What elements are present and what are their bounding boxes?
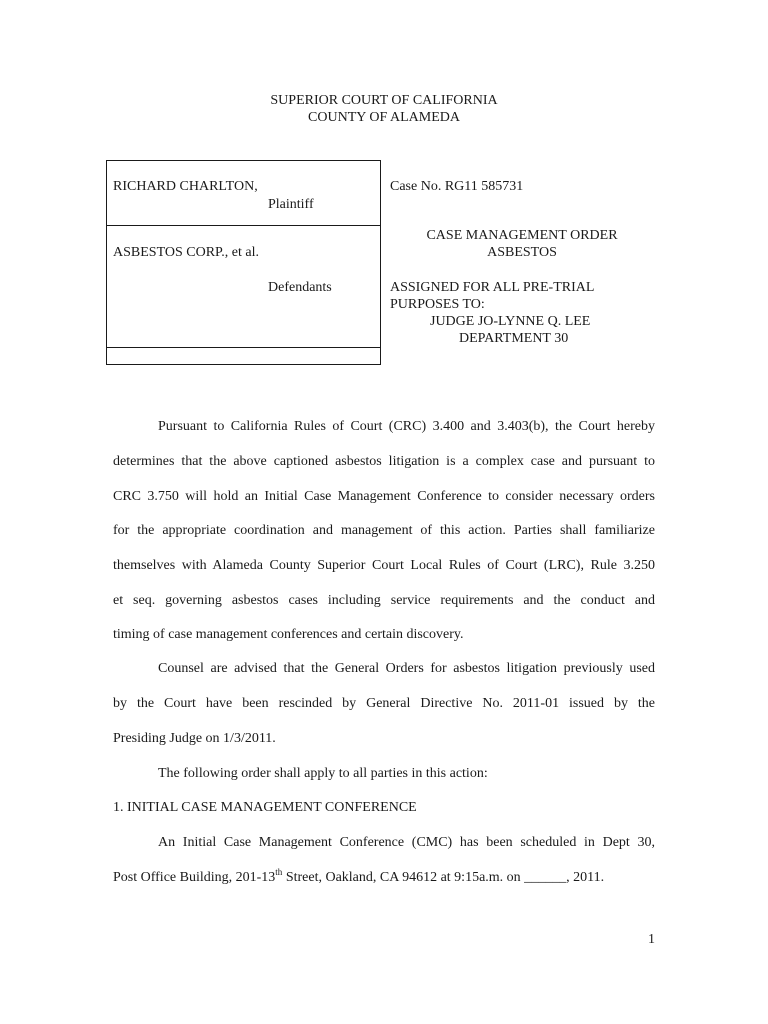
- order-title: CASE MANAGEMENT ORDER: [426, 228, 618, 243]
- county-name: COUNTY OF ALAMEDA: [308, 110, 460, 125]
- department: DEPARTMENT 30: [459, 331, 569, 346]
- plaintiff-name: RICHARD CHARLTON,: [113, 179, 258, 194]
- plaintiff-role: Plaintiff: [268, 197, 314, 212]
- page-number: 1: [648, 932, 655, 947]
- caption-divider-bottom: [107, 347, 380, 348]
- paragraph-1-line: timing of case management conferences and certain discovery.: [113, 627, 464, 642]
- paragraph-2-line: by the Court have been rescinded by General Directive No. 2011-01 issued by the: [113, 696, 655, 711]
- address-part-2: Street, Oakland, CA 94612 at 9:15a.m. on ______, 2011.: [282, 870, 605, 885]
- court-name: SUPERIOR COURT OF CALIFORNIA: [270, 93, 498, 108]
- address-part-1: Post Office Building, 201-13: [113, 870, 276, 885]
- paragraph-1-line: et seq. governing asbestos cases including service requirements and the conduct and: [113, 593, 655, 608]
- assignment-line-1: ASSIGNED FOR ALL PRE-TRIAL: [390, 280, 595, 295]
- paragraph-4-line: An Initial Case Management Conference (CMC) has been scheduled in Dept 30,: [158, 835, 655, 850]
- caption-divider-top: [107, 225, 380, 226]
- paragraph-1-line: for the appropriate coordination and management of this action. Parties shall familiarize: [113, 523, 655, 538]
- ordinal-suffix: th: [275, 867, 283, 877]
- paragraph-3: The following order shall apply to all parties in this action:: [158, 766, 488, 781]
- paragraph-2-line: Presiding Judge on 1/3/2011.: [113, 731, 276, 746]
- paragraph-1-line: themselves with Alameda County Superior Court Local Rules of Court (LRC), Rule 3.250: [113, 558, 655, 573]
- defendant-name: ASBESTOS CORP., et al.: [113, 245, 259, 260]
- paragraph-1-line: Pursuant to California Rules of Court (CRC) 3.400 and 3.403(b), the Court hereby: [158, 419, 655, 434]
- judge-name: JUDGE JO-LYNNE Q. LEE: [430, 314, 591, 329]
- section-1-heading: 1. INITIAL CASE MANAGEMENT CONFERENCE: [113, 800, 417, 815]
- assignment-line-2: PURPOSES TO:: [390, 297, 485, 312]
- paragraph-1-line: determines that the above captioned asbestos litigation is a complex case and pursuant to: [113, 454, 655, 469]
- case-number: Case No. RG11 585731: [390, 179, 524, 194]
- paragraph-2-line: Counsel are advised that the General Orders for asbestos litigation previously used: [158, 661, 655, 676]
- order-subtitle: ASBESTOS: [487, 245, 557, 260]
- defendant-role: Defendants: [268, 280, 332, 295]
- paragraph-1-line: CRC 3.750 will hold an Initial Case Management Conference to consider necessary orders: [113, 489, 655, 504]
- paragraph-4-line: [113, 867, 655, 886]
